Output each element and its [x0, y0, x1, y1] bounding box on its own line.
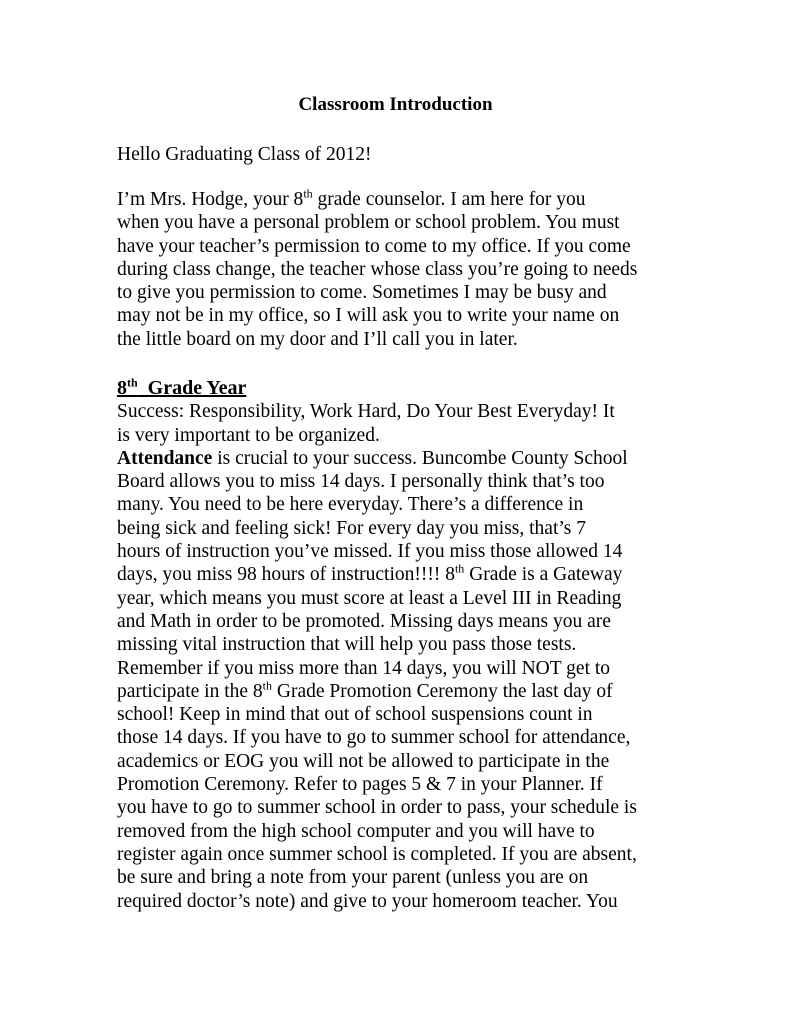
greeting-line: Hello Graduating Class of 2012!	[117, 144, 372, 165]
body-line: academics or EOG you will not be allowed to participate in the	[117, 750, 610, 772]
intro-line	[117, 188, 677, 211]
body-text: Grade Promotion Ceremony the last day of	[272, 680, 613, 702]
section-heading	[117, 377, 246, 400]
body-line: removed from the high school computer and you will have to	[117, 820, 595, 842]
body-line: being sick and feeling sick! For every day you miss, that’s 7	[117, 517, 586, 539]
intro-paragraph	[117, 188, 677, 351]
body-text: days, you miss 98 hours of instruction!!!! 8	[117, 564, 455, 586]
ordinal-suffix: th	[262, 678, 272, 693]
intro-line: to give you permission to come. Sometimes I may be busy and	[117, 282, 607, 304]
body-line: register again once summer school is completed. If you are absent,	[117, 843, 637, 865]
body-line: Success: Responsibility, Work Hard, Do Your Best Everyday! It	[117, 401, 615, 423]
attendance-term: Attendance	[117, 447, 213, 469]
body-line: hours of instruction you’ve missed. If you miss those allowed 14	[117, 541, 623, 563]
body-line: Remember if you miss more than 14 days, you will NOT get to	[117, 657, 611, 679]
body-line: is very important to be organized.	[117, 424, 380, 446]
body-line	[117, 563, 677, 586]
body-line: missing vital instruction that will help you pass those tests.	[117, 634, 577, 656]
grade-year-section	[117, 377, 677, 913]
intro-text: grade counselor. I am here for you	[312, 189, 586, 210]
body-line: many. You need to be here everyday. There’s a difference in	[117, 494, 584, 516]
body-line: you have to go to summer school in order to pass, your schedule is	[117, 797, 637, 819]
intro-line: when you have a personal problem or school problem. You must	[117, 212, 620, 234]
intro-line: during class change, the teacher whose class you’re going to needs	[117, 258, 638, 280]
intro-line: the little board on my door and I’ll call you in later.	[117, 328, 518, 350]
body-line: and Math in order to be promoted. Missing days means you are	[117, 610, 611, 632]
intro-line: have your teacher’s permission to come to my office. If you come	[117, 235, 631, 257]
ordinal-suffix: th	[127, 375, 138, 390]
intro-line: may not be in my office, so I will ask you to write your name on	[117, 305, 620, 327]
body-line: required doctor’s note) and give to your homeroom teacher. You	[117, 890, 618, 912]
body-line: those 14 days. If you have to go to summer school for attendance,	[117, 727, 631, 749]
ordinal-suffix: th	[454, 561, 465, 576]
intro-text: I’m Mrs. Hodge, your 8	[117, 189, 304, 210]
body-line: Board allows you to miss 14 days. I personally think that’s too	[117, 471, 605, 493]
body-line: Promotion Ceremony. Refer to pages 5 & 7 in your Planner. If	[117, 774, 603, 796]
body-line: be sure and bring a note from your parent (unless you are on	[117, 867, 589, 889]
heading-number: 8	[117, 377, 127, 399]
body-text: participate in the 8	[117, 680, 263, 702]
heading-text: Grade Year	[137, 377, 247, 399]
body-text: is crucial to your success. Buncombe County School	[212, 447, 628, 469]
body-line: school! Keep in mind that out of school suspensions count in	[117, 704, 593, 726]
body-line	[117, 447, 677, 470]
body-line: year, which means you must score at least a Level III in Reading	[117, 587, 622, 609]
section-heading-line	[117, 377, 677, 400]
body-line	[117, 680, 677, 703]
document-title: Classroom Introduction	[298, 94, 493, 115]
body-text: Grade is a Gateway	[464, 564, 623, 586]
ordinal-suffix: th	[303, 186, 313, 201]
